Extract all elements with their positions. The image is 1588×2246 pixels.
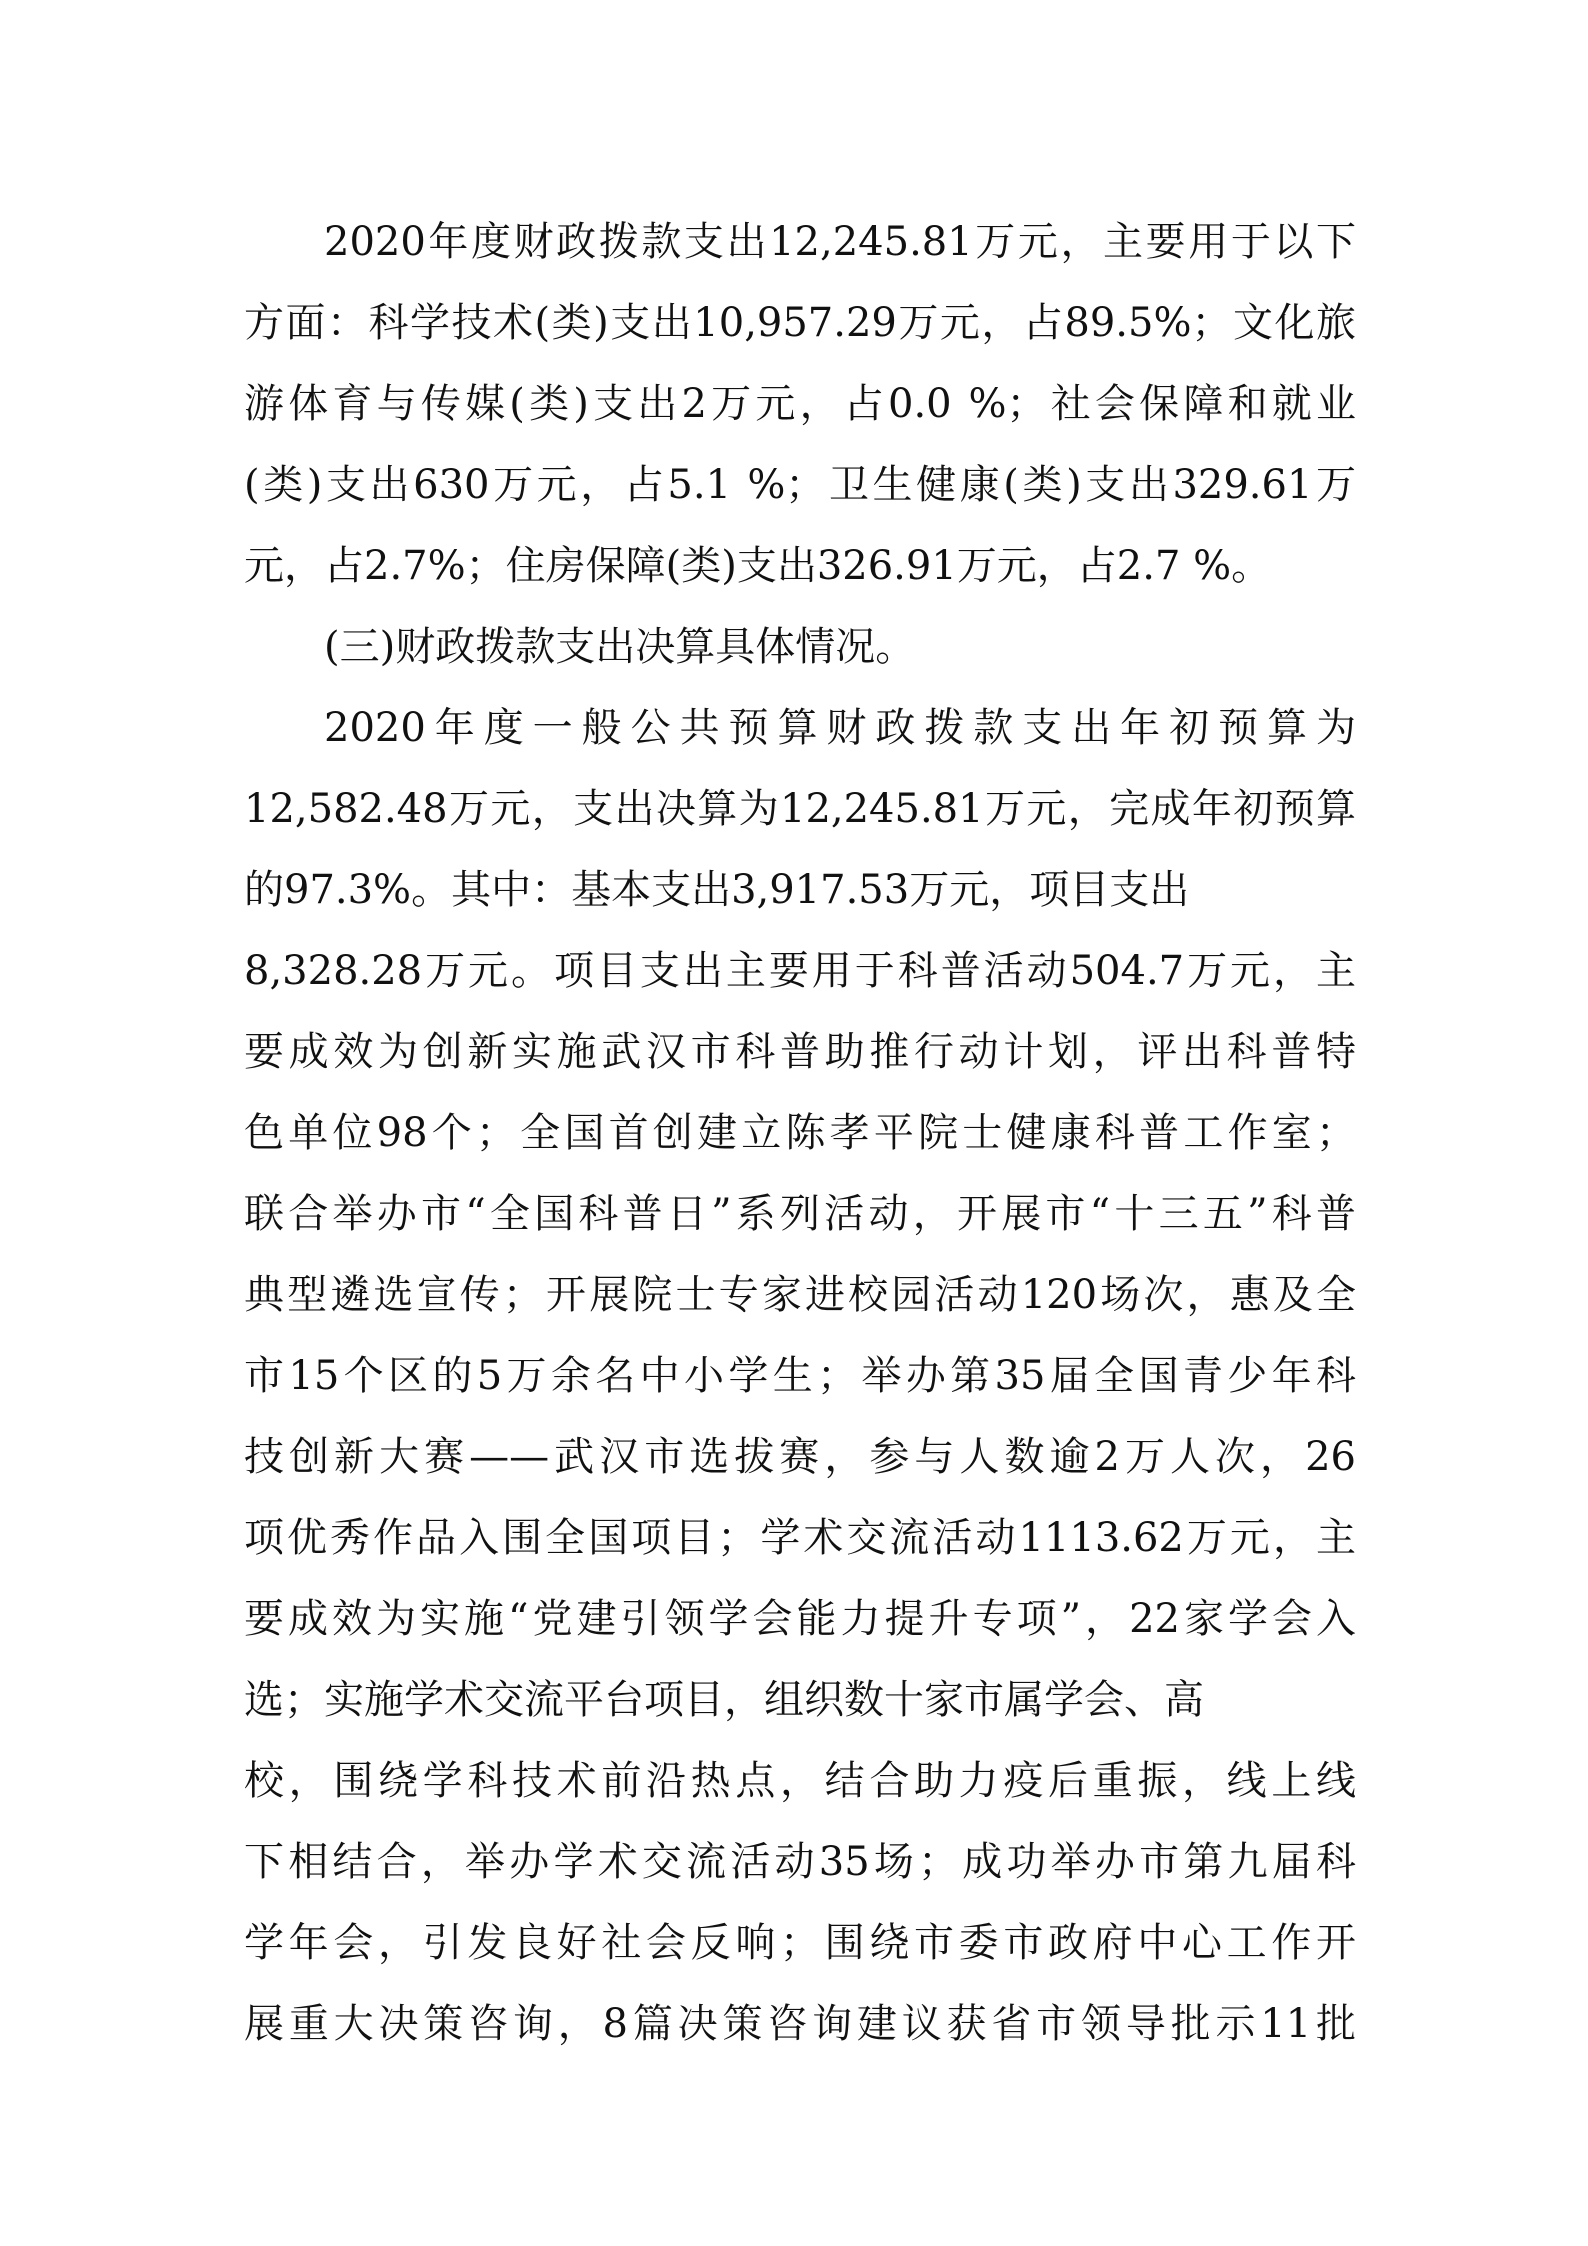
text-line: 典型遴选宣传；开展院士专家进校园活动120场次，惠及全 xyxy=(244,1272,1356,1318)
text-line: 技创新大赛——武汉市选拔赛，参与人数逾2万人次，26 xyxy=(244,1434,1356,1480)
text-line: 展重大决策咨询，8篇决策咨询建议获省市领导批示11批 xyxy=(244,2001,1356,2047)
text-line: 市15个区的5万余名中小学生；举办第35届全国青少年科 xyxy=(244,1353,1356,1399)
text-line: 的97.3%。其中：基本支出3,917.53万元，项目支出 xyxy=(244,867,1190,913)
text-line: 方面：科学技术(类)支出10,957.29万元，占89.5%；文化旅 xyxy=(244,300,1356,346)
text-line: 游体育与传媒(类)支出2万元，占0.0 %；社会保障和就业 xyxy=(244,381,1356,427)
text-line: 8,328.28万元。项目支出主要用于科普活动504.7万元，主 xyxy=(244,948,1356,994)
text-line: 联合举办市“全国科普日”系列活动，开展市“十三五”科普 xyxy=(244,1191,1356,1237)
text-line: 12,582.48万元，支出决算为12,245.81万元，完成年初预算 xyxy=(244,786,1356,832)
text-line: 校，围绕学科技术前沿热点，结合助力疫后重振，线上线 xyxy=(244,1758,1356,1804)
text-line: 元，占2.7%；住房保障(类)支出326.91万元，占2.7 %。 xyxy=(244,543,1272,589)
text-line: 学年会，引发良好社会反响；围绕市委市政府中心工作开 xyxy=(244,1920,1356,1966)
text-line: 要成效为创新实施武汉市科普助推行动计划，评出科普特 xyxy=(244,1029,1356,1075)
text-line: 2020年度财政拨款支出12,245.81万元，主要用于以下 xyxy=(324,219,1356,265)
text-line: (类)支出630万元，占5.1 %；卫生健康(类)支出329.61万 xyxy=(244,462,1356,508)
text-line: 色单位98个；全国首创建立陈孝平院士健康科普工作室； xyxy=(244,1110,1356,1156)
text-line: 2020年度一般公共预算财政拨款支出年初预算为 xyxy=(324,705,1356,751)
text-line: 下相结合，举办学术交流活动35场；成功举办市第九届科 xyxy=(244,1839,1356,1885)
text-line: 项优秀作品入围全国项目；学术交流活动1113.62万元，主 xyxy=(244,1515,1356,1561)
text-line: 选；实施学术交流平台项目，组织数十家市属学会、高 xyxy=(244,1677,1204,1723)
section-heading: (三)财政拨款支出决算具体情况。 xyxy=(324,624,916,670)
text-line: 要成效为实施“党建引领学会能力提升专项”，22家学会入 xyxy=(244,1596,1356,1642)
